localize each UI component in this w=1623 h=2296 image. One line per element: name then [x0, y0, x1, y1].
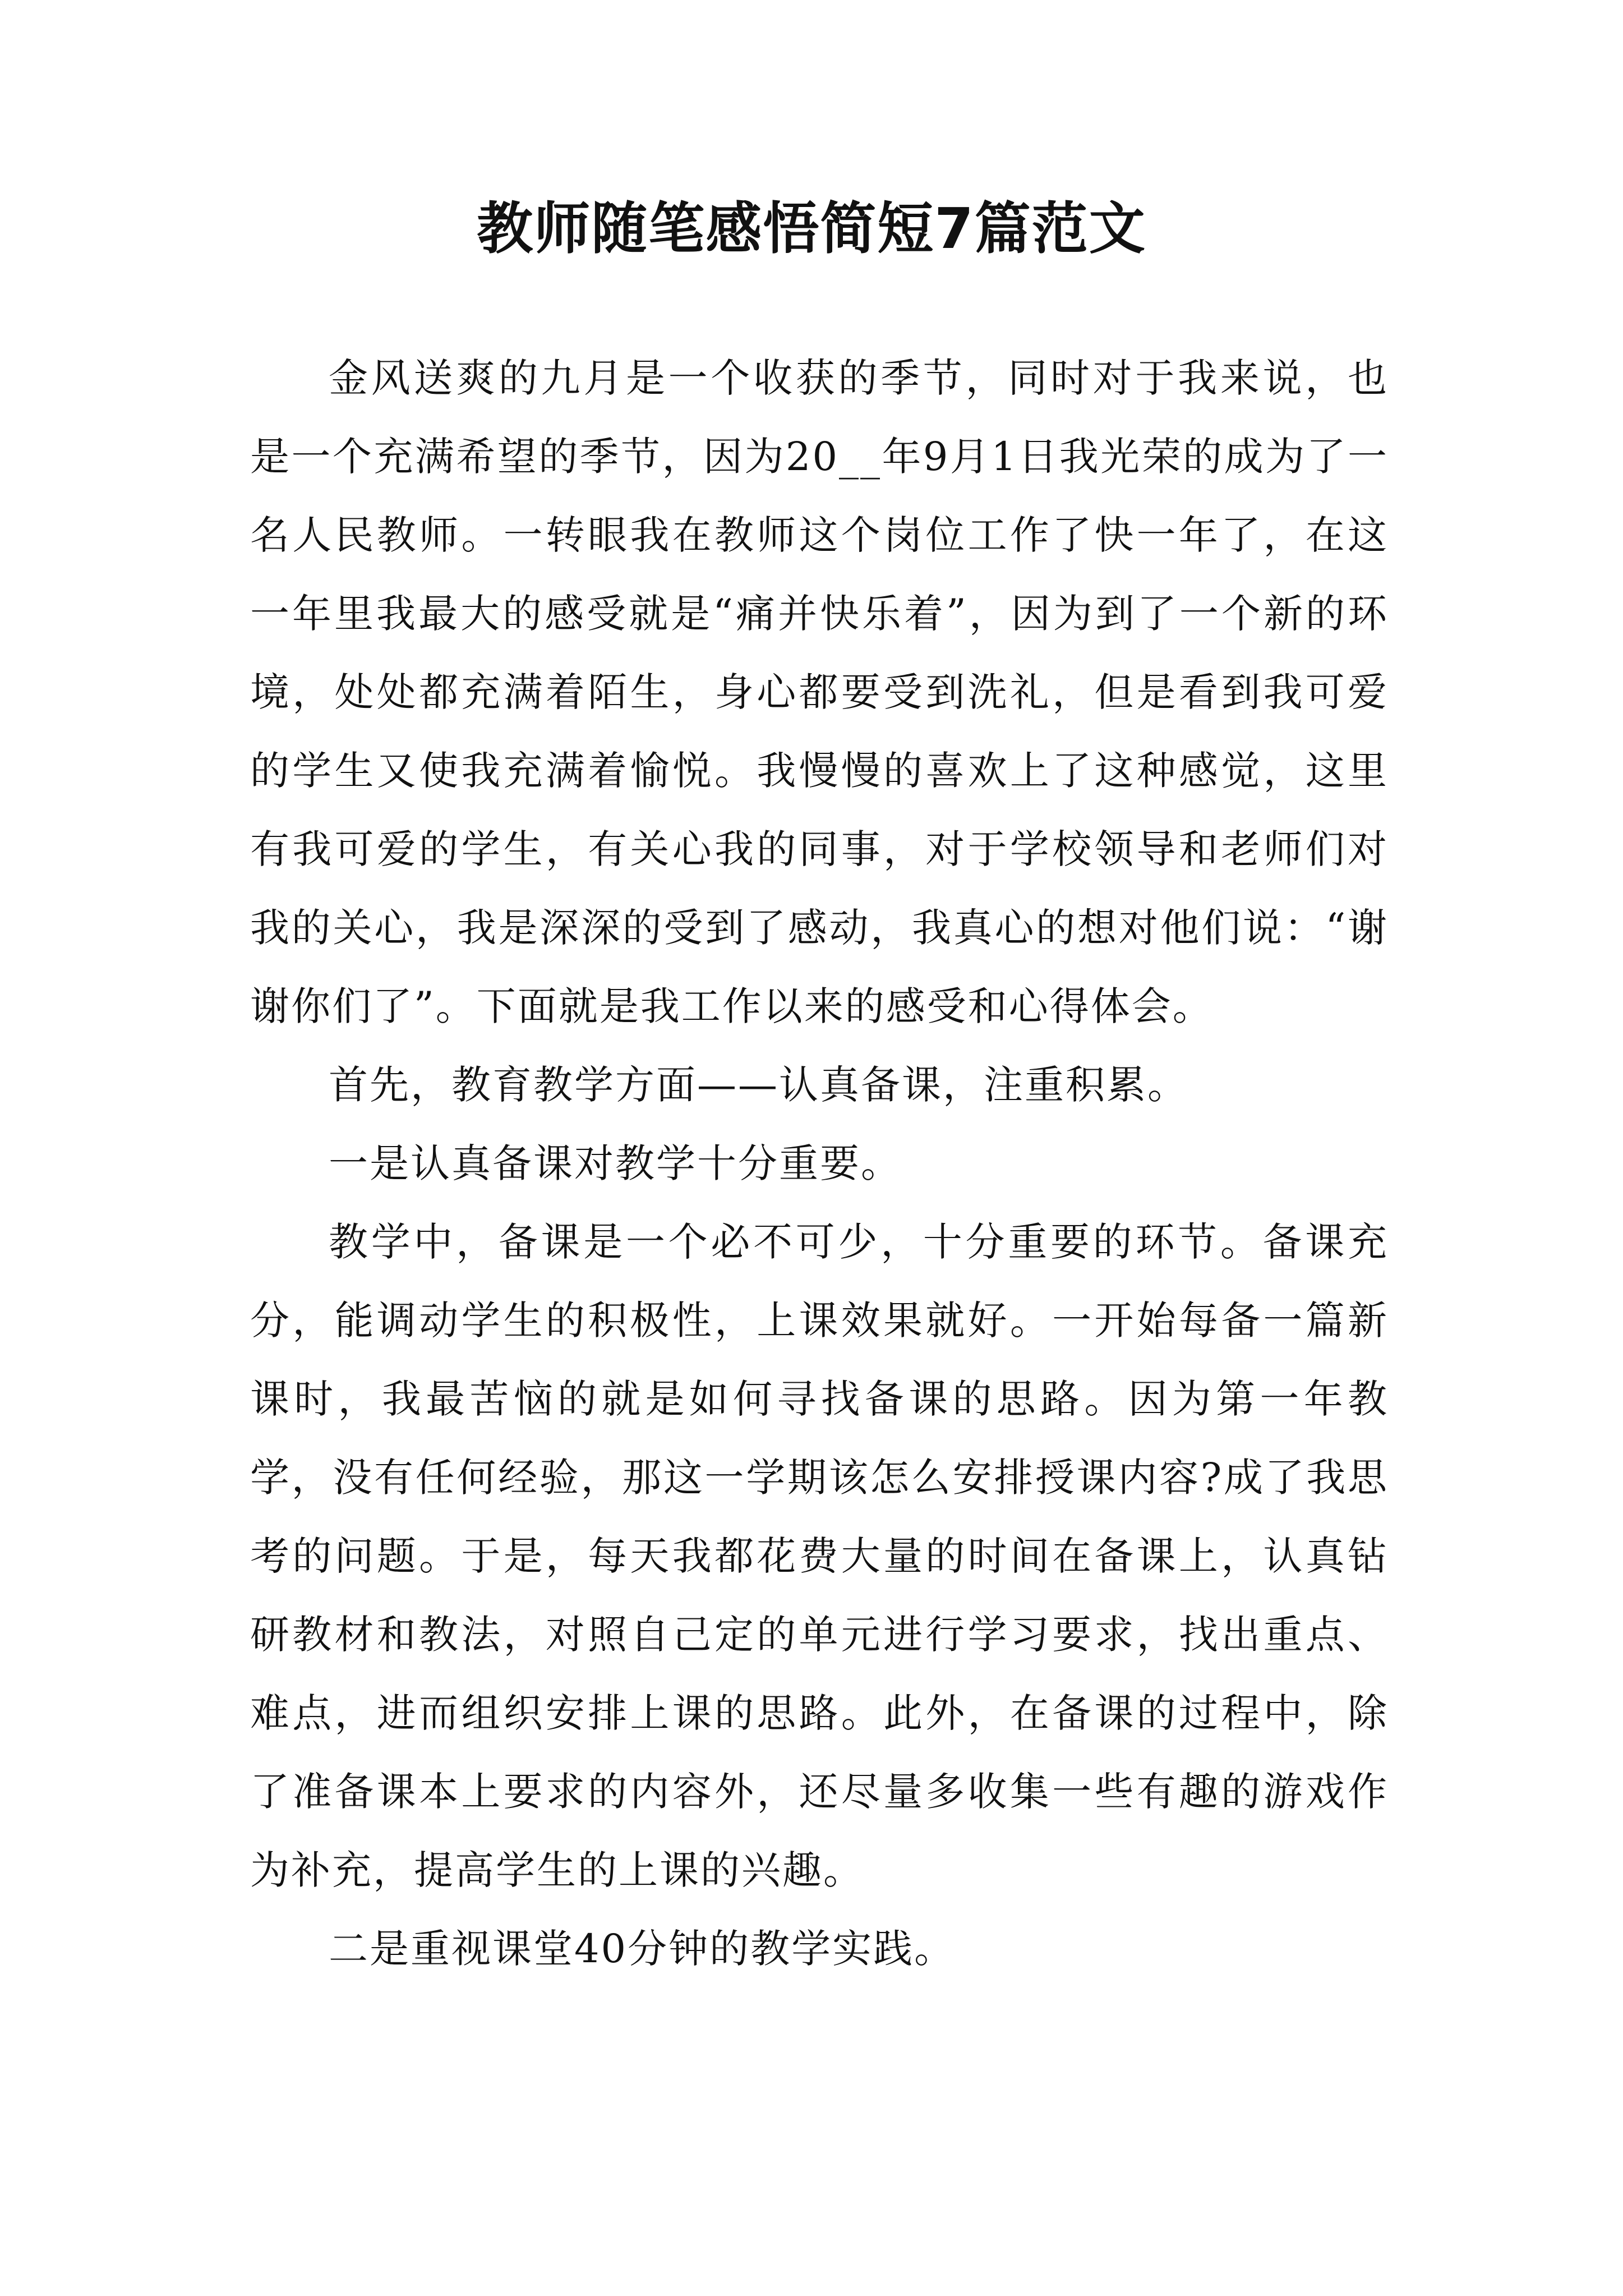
paragraph-point-one: 一是认真备课对教学十分重要。: [329, 1140, 902, 1186]
paragraph-heading-first: 首先，教育教学方面——认真备课，注重积累。: [329, 1062, 1188, 1108]
paragraph-intro: 金风送爽的九月是一个收获的季节，同时对于我来说，也是一个充满希望的季节，因为20__年9月1日我光荣的成为了一名人民教师。一转眼我在教师这个岗位工作了快一年了，在这一年里我最大的感受就是“痛并快乐着”，因为到了一个新的环境，处处都充满着陌生，身心都要受到洗礼，但是看到我可爱的学生又使我充满着愉悦。我慢慢的喜欢上了这种感觉，这里有我可爱的学生，有关心我的同事，对于学校领导和老师们对我的关心，我是深深的受到了感动，我真心的想对他们说：“谢谢你们了”。下面就是我工作以来的感受和心得体会。: [250, 355, 1389, 1029]
document-body: [250, 339, 1389, 1988]
document-title: 教师随笔感悟简短7篇范文: [477, 196, 1146, 261]
paragraph-point-two: 二是重视课堂40分钟的教学实践。: [329, 1926, 956, 1972]
paragraph-lesson-prep: 教学中，备课是一个必不可少，十分重要的环节。备课充分，能调动学生的积极性，上课效果就好。一开始每备一篇新课时，我最苦恼的就是如何寻找备课的思路。因为第一年教学，没有任何经验，那这一学期该怎么安排授课内容?成了我思考的问题。于是，每天我都花费大量的时间在备课上，认真钻研教材和教法，对照自己定的单元进行学习要求，找出重点、难点，进而组织安排上课的思路。此外，在备课的过程中，除了准备课本上要求的内容外，还尽量多收集一些有趣的游戏作为补充，提高学生的上课的兴趣。: [250, 1219, 1389, 1893]
